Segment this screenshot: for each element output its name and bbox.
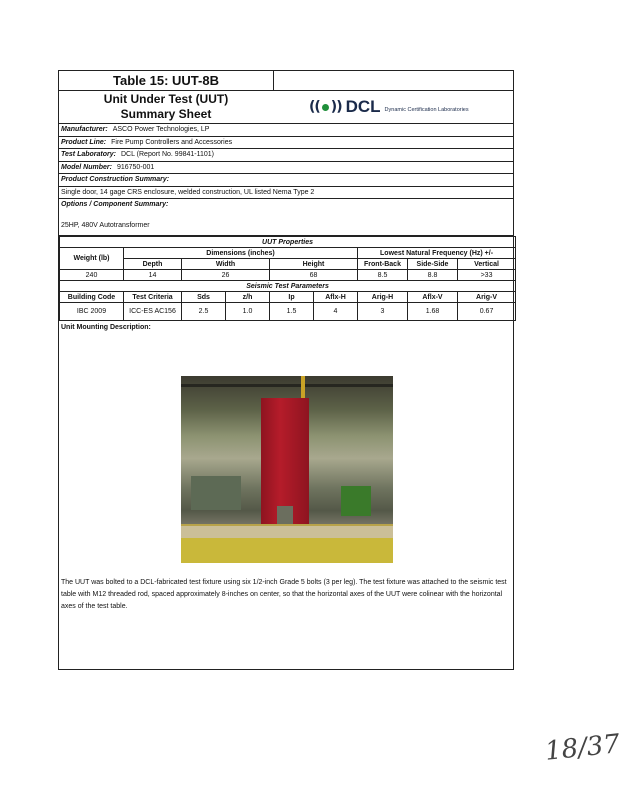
seismic-value-cell: 1.0 (226, 303, 270, 321)
logo-waves-right: )) (330, 99, 342, 115)
dcl-logo (309, 97, 469, 117)
vertical-value: >33 (458, 270, 516, 281)
construction-value-row (59, 187, 513, 200)
sheet-heading (59, 91, 273, 122)
side-side-value: 8.8 (408, 270, 458, 281)
width-value: 26 (182, 270, 270, 281)
seismic-header-cell: Test Criteria (124, 292, 182, 303)
seismic-value-cell: 0.67 (458, 303, 516, 321)
width-header: Width (182, 259, 270, 270)
options-block (59, 199, 513, 236)
seismic-header-cell: Aflx-H (314, 292, 358, 303)
table-title: Table 15: UUT-8B (59, 71, 274, 90)
uut-properties-heading: UUT Properties (60, 237, 516, 248)
seismic-header-cell: Building Code (60, 292, 124, 303)
logo-subtitle: Dynamic Certification Laboratories (384, 107, 469, 113)
product-line-row (59, 137, 513, 150)
logo-waves-left: (( (309, 99, 320, 115)
front-back-header: Front-Back (358, 259, 408, 270)
product-line-label: Product Line: (61, 138, 107, 146)
mounting-label: Unit Mounting Description: (61, 324, 151, 331)
seismic-header-cell: z/h (226, 292, 270, 303)
depth-header: Depth (124, 259, 182, 270)
mounting-description: The UUT was bolted to a DCL-fabricated test fixture using six 1/2-inch Grade 5 bolts (3 per leg). The test fixture was attached to the seismic test table with M12 threaded rod, spaced approximately 8-inches on center, so that the horizontal axes of the UUT were colinear with the horizontal axes of the test table. (61, 579, 507, 610)
side-side-header: Side-Side (408, 259, 458, 270)
title-row (59, 71, 513, 91)
depth-value: 14 (124, 270, 182, 281)
options-label: Options / Component Summary: (61, 201, 169, 208)
seismic-header-cell: Arig-H (358, 292, 408, 303)
summary-sheet (58, 70, 514, 670)
model-row (59, 162, 513, 175)
seismic-value-cell: 2.5 (182, 303, 226, 321)
construction-label-row (59, 174, 513, 187)
heading-line-1: Unit Under Test (UUT) (103, 92, 229, 106)
handwritten-page-number: 18/37 (543, 729, 621, 767)
options-value: 25HP, 480V Autotransformer (61, 222, 150, 229)
seismic-value-cell: 4 (314, 303, 358, 321)
seismic-heading: Seismic Test Parameters (60, 281, 516, 292)
height-value: 68 (270, 270, 358, 281)
seismic-header-cell: Sds (182, 292, 226, 303)
header-row (59, 91, 513, 124)
seismic-value-cell: ICC-ES AC156 (124, 303, 182, 321)
manufacturer-label: Manufacturer: (61, 126, 108, 133)
uut-properties-table (59, 236, 516, 321)
photo-test-table-base (181, 538, 393, 563)
model-label: Model Number: (61, 163, 112, 171)
seismic-value-cell: 1.68 (408, 303, 458, 321)
photo-crane-beam (181, 384, 393, 387)
construction-value: Single door, 14 gage CRS enclosure, welded construction, UL listed Nema Type 2 (61, 188, 315, 196)
manufacturer-value: ASCO Power Technologies, LP (112, 126, 210, 133)
height-header: Height (270, 259, 358, 270)
seismic-value-cell: 1.5 (270, 303, 314, 321)
logo-name: DCL (345, 97, 381, 116)
weight-value: 240 (60, 270, 124, 281)
vertical-header: Vertical (458, 259, 516, 270)
dimensions-header: Dimensions (inches) (124, 248, 358, 259)
test-lab-label: Test Laboratory: (61, 151, 116, 158)
weight-header: Weight (lb) (60, 248, 124, 270)
photo-forklift (341, 486, 371, 516)
product-line-value: Fire Pump Controllers and Accessories (111, 138, 233, 146)
seismic-header-cell: Arig-V (458, 292, 516, 303)
heading-line-2: Summary Sheet (120, 107, 212, 121)
manufacturer-row (59, 124, 513, 137)
model-value: 916750-001 (116, 163, 155, 171)
seismic-value-cell: 3 (358, 303, 408, 321)
test-lab-row (59, 149, 513, 162)
uut-photo (181, 376, 393, 563)
seismic-header-cell: Ip (270, 292, 314, 303)
front-back-value: 8.5 (358, 270, 408, 281)
test-lab-value: DCL (Report No. 99841-1101) (120, 151, 214, 158)
seismic-value-cell: IBC 2009 (60, 303, 124, 321)
construction-label: Product Construction Summary: (61, 176, 170, 183)
seismic-header-cell: Aflx-V (408, 292, 458, 303)
frequency-header: Lowest Natural Frequency (Hz) +/- (358, 248, 516, 259)
logo-dot-icon (322, 104, 329, 111)
photo-crates (191, 476, 241, 510)
